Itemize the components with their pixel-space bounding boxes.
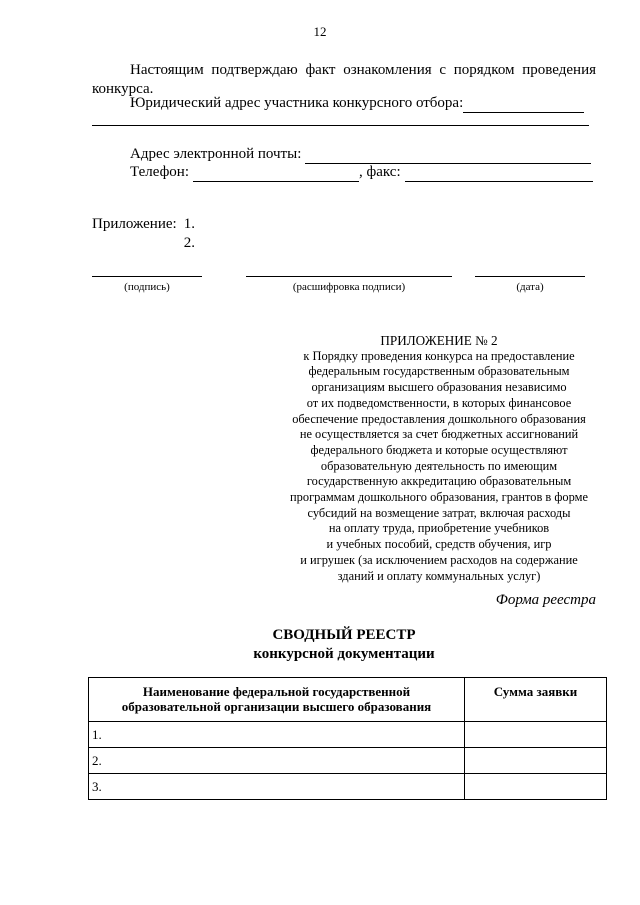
legal-address-field[interactable] [463,98,584,113]
page-number: 12 [313,24,327,39]
row-number-cell[interactable]: 3. [89,774,465,800]
row-number-cell[interactable]: 2. [89,748,465,774]
signature-name-line[interactable] [246,276,452,277]
registry-table [88,677,607,800]
annex-line: на оплату труда, приобретение учебников [328,521,550,536]
organization-name-header: Наименование федеральной государственной образовательной организации высшего образования [89,678,465,722]
row-number-cell[interactable]: 1. [89,722,465,748]
email-field[interactable] [305,149,591,164]
signature-name-caption: (расшифровка подписи) [292,281,406,293]
amount-cell[interactable] [465,774,607,800]
annex-line: обеспечение предоставления дошкольного образования [292,411,586,426]
annex-line: организациям высшего образования независимо [311,380,567,395]
annex-line: и учебных пособий, средств обучения, игр [326,537,552,552]
annex-line: образовательную деятельность по имеющим [320,458,558,473]
application-amount-header: Сумма заявки [465,678,607,722]
table-row [89,748,607,774]
signature-line[interactable] [92,276,202,277]
attachments [92,215,195,253]
phone-fax-row [130,163,593,182]
annex-line: программам дошкольного образования, грантов в форме [290,490,588,505]
annex-line: и игрушек (за исключением расходов на содержание [300,552,578,567]
annex-line: федерального бюджета и которые осуществляют [310,442,568,457]
fax-field[interactable] [405,167,593,182]
email-row [130,145,591,164]
form-label: Форма реестра [495,592,596,608]
annex-line: субсидий на возмещение затрат, включая расходы [307,505,571,520]
annex-line: к Порядку проведения конкурса на предоставление [303,348,575,363]
phone-field[interactable] [193,167,359,182]
email-label: Адрес электронной почты: [130,146,302,162]
table-row [89,722,607,748]
attachment-item: 2. [183,235,195,251]
attachment-item: 1. [183,216,195,232]
annex-block [270,333,608,584]
phone-label: Телефон: [130,164,189,180]
date-line[interactable] [475,276,585,277]
date-caption: (дата) [516,281,544,293]
legal-address-row [130,94,584,113]
legal-address-continuation-line[interactable] [92,125,589,126]
annex-line: федеральным государственным образовательным [308,364,570,379]
attachments-label: Приложение: [92,216,177,232]
legal-address-label: Юридический адрес участника конкурсного отбора: [130,95,464,111]
registry-title: СВОДНЫЙ РЕЕСТР [272,627,416,643]
registry-heading [92,626,596,664]
annex-line: от их подведомственности, в которых финансовое [306,395,572,410]
amount-cell[interactable] [465,722,607,748]
table-header-row [89,678,607,722]
annex-title: ПРИЛОЖЕНИЕ № 2 [380,333,498,348]
amount-cell[interactable] [465,748,607,774]
table-row [89,774,607,800]
registry-subtitle: конкурсной документации [253,646,435,662]
confirmation-text: Настоящим подтверждаю факт ознакомления с порядком проведения конкурса. [92,62,596,97]
fax-label: , факс: [359,164,401,180]
annex-line: государственную аккредитацию образовательным [306,474,572,489]
annex-line: зданий и оплату коммунальных услуг) [337,568,541,583]
annex-line: не осуществляется за счет бюджетных ассигнований [299,427,579,442]
signature-caption: (подпись) [124,281,170,293]
